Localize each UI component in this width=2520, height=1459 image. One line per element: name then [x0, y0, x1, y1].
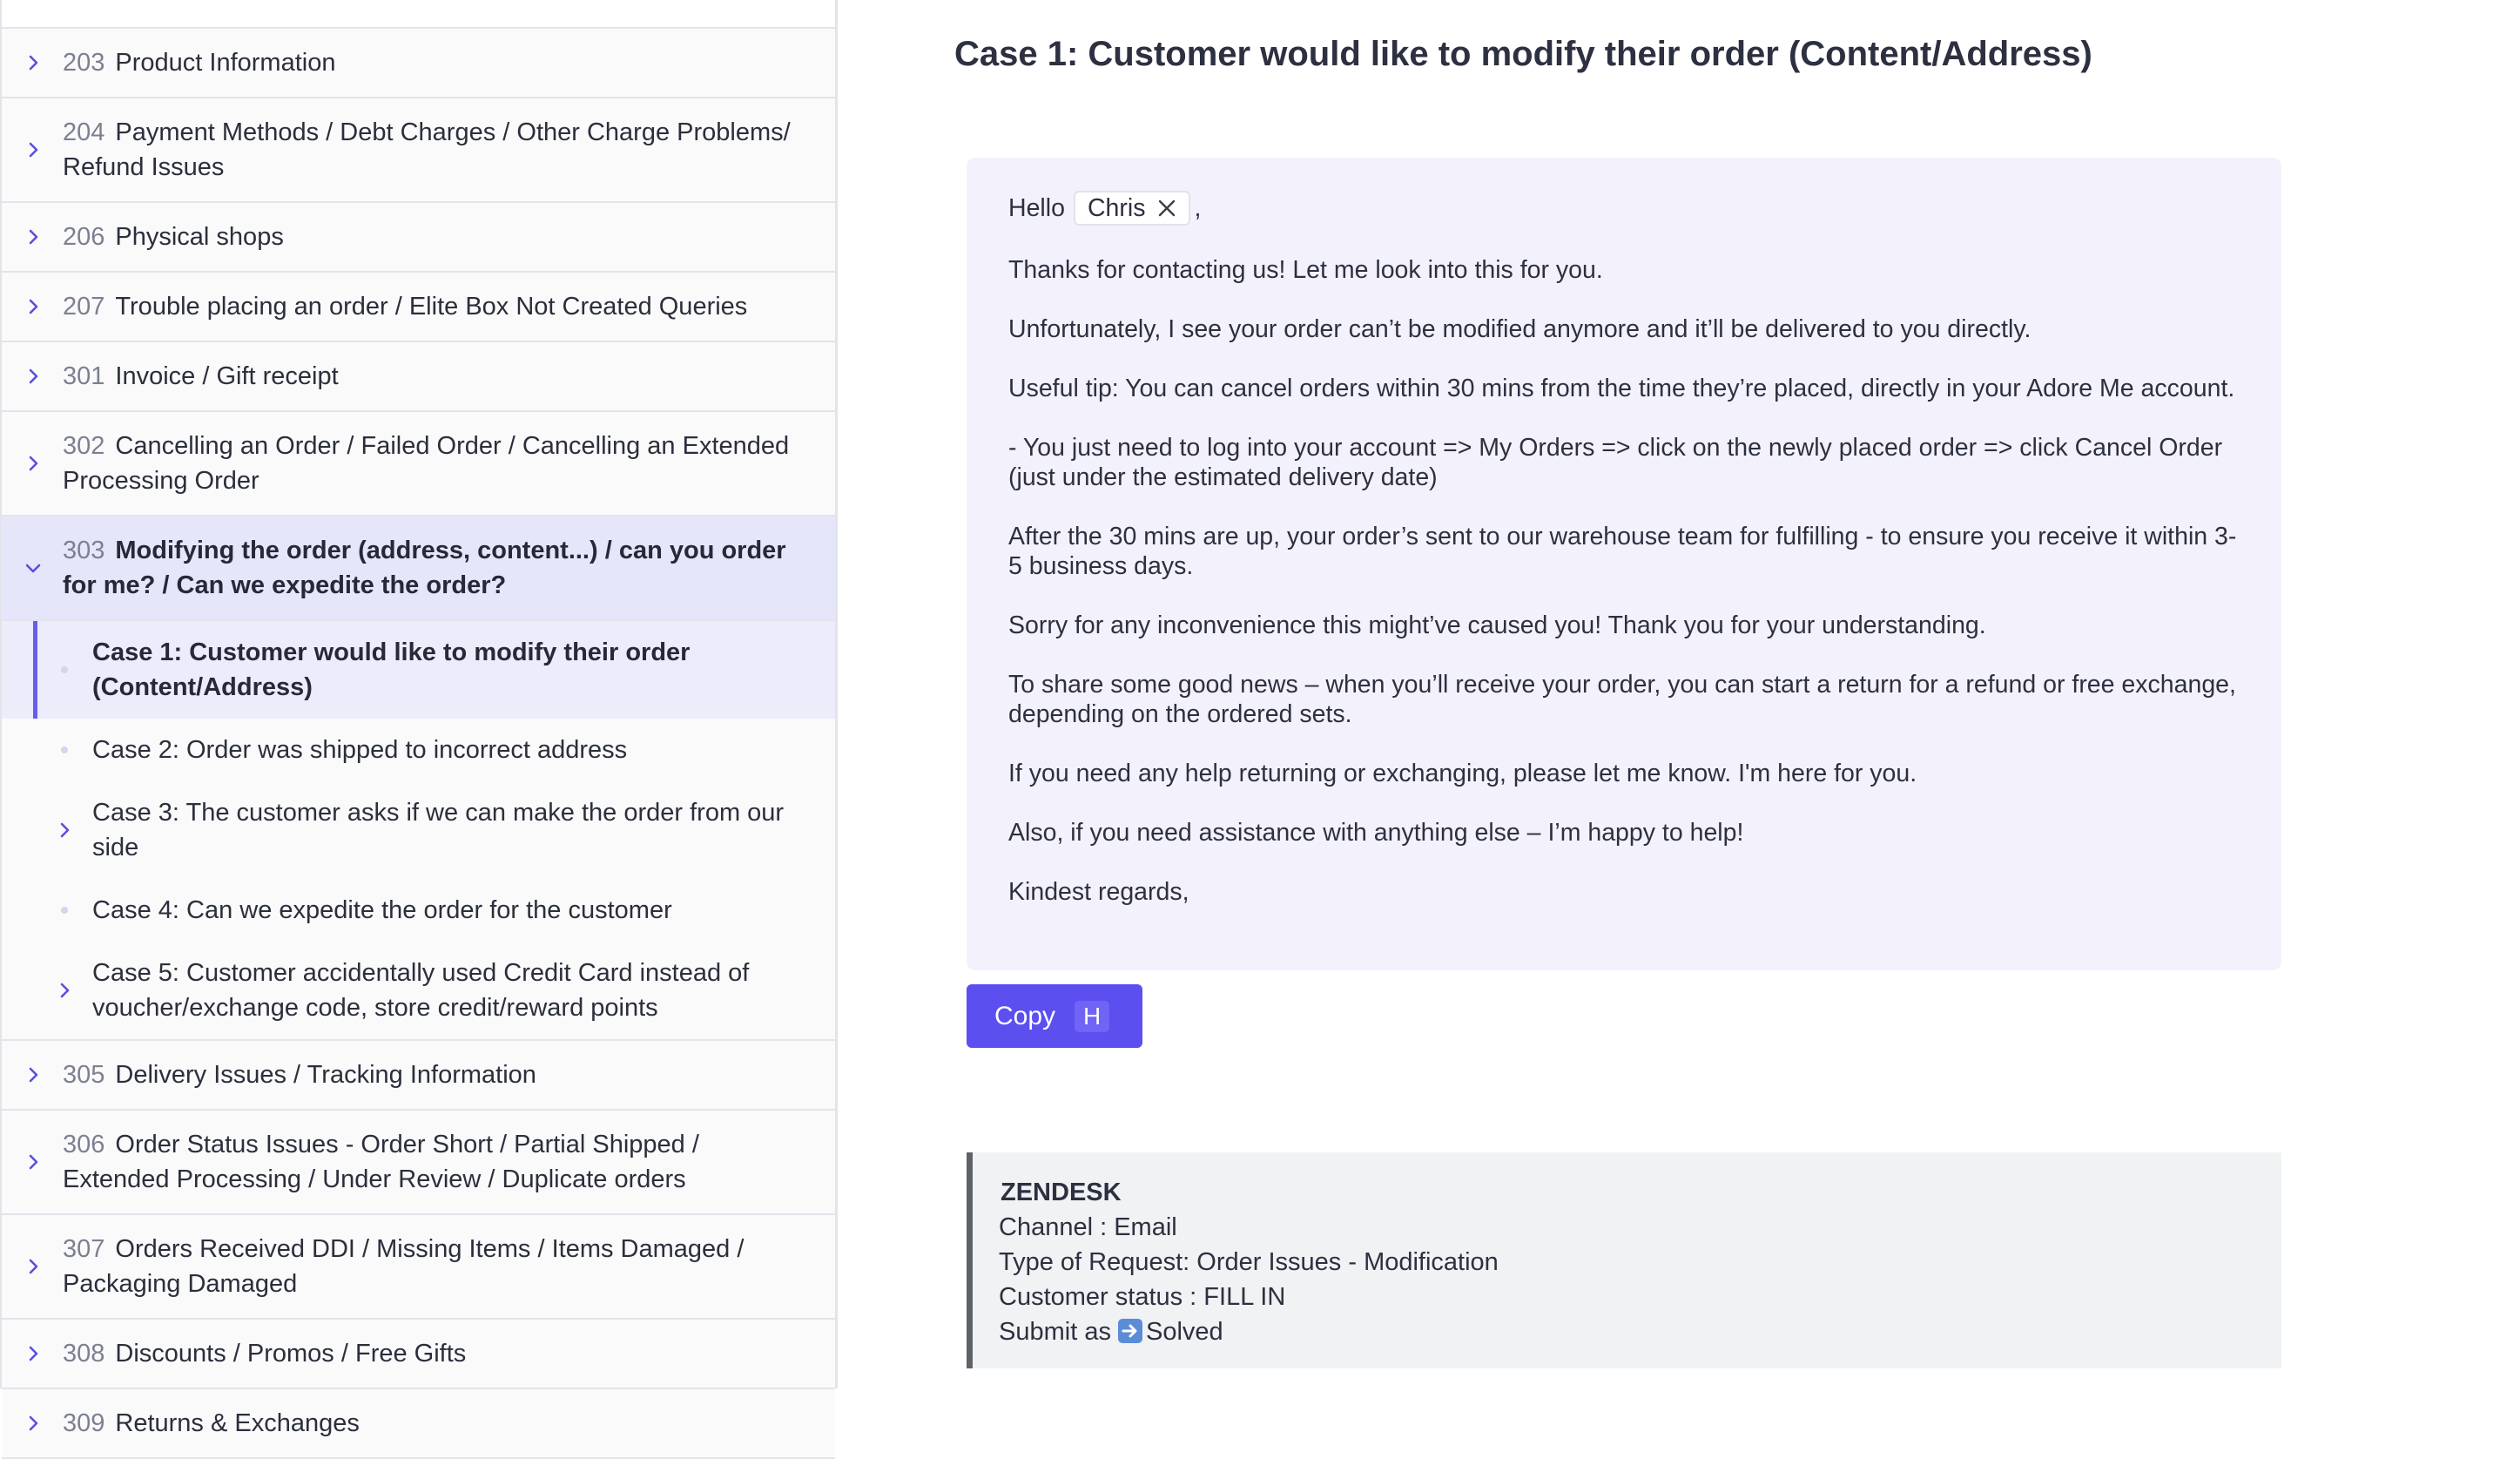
sidebar-row[interactable] [2, 98, 835, 203]
bullet-dot-icon [61, 746, 68, 753]
sidebar-row[interactable] [2, 1320, 835, 1389]
response-template [967, 158, 2281, 970]
bullet-dot-icon [61, 907, 68, 914]
template-paragraph: Sorry for any inconvenience this might’ve caused you! Thank you for your understanding. [1008, 611, 1986, 639]
bullet-dot-icon [61, 666, 68, 673]
chevron-wrapper[interactable] [24, 455, 42, 472]
sidebar-row[interactable] [2, 1111, 835, 1215]
section-label: Trouble placing an order / Elite Box Not Created Queries [115, 293, 748, 321]
zendesk-submit-prefix: Submit as [999, 1318, 1111, 1346]
sidebar-row[interactable] [2, 273, 835, 342]
sidebar-row[interactable] [2, 342, 835, 412]
section-label: Orders Received DDI / Missing Items / Items Damaged / Packaging Damaged [63, 1235, 745, 1298]
copy-shortcut-badge: H [1075, 1001, 1109, 1032]
chevron-right-icon[interactable] [24, 1258, 42, 1275]
greeting-text: Hello [1008, 194, 1065, 222]
greeting-comma: , [1194, 194, 1202, 222]
chevron-right-icon[interactable] [24, 368, 42, 385]
page-title: Case 1: Customer would like to modify their order (Content/Address) [954, 35, 2092, 73]
sub-item-label: Case 1: Customer would like to modify their order (Content/Address) [92, 638, 691, 701]
sidebar-row[interactable] [2, 1389, 835, 1459]
section-label: Order Status Issues - Order Short / Partial Shipped / Extended Processing / Under Review / Duplicate orders [63, 1131, 699, 1193]
zendesk-customer-status: Customer status : FILL IN [999, 1283, 1286, 1311]
sub-item-label: Case 2: Order was shipped to incorrect address [92, 736, 628, 764]
sub-item-label: Case 3: The customer asks if we can make the order from our side [92, 799, 785, 861]
customer-name-chip[interactable] [1074, 191, 1191, 226]
template-paragraph: To share some good news – when you’ll receive your order, you can start a return for a refund or free exchange, depending on the ordered sets. [1008, 671, 2236, 728]
section-label: Returns & Exchanges [115, 1409, 360, 1437]
section-label: Delivery Issues / Tracking Information [115, 1061, 536, 1089]
greeting-line [1008, 191, 2240, 226]
sub-item-label: Case 4: Can we expedite the order for the customer [92, 896, 672, 924]
chevron-right-icon[interactable] [24, 1415, 42, 1432]
chevron-down-icon[interactable] [24, 559, 42, 577]
chevron-wrapper[interactable] [24, 228, 42, 246]
template-paragraph: Kindest regards, [1008, 878, 1189, 906]
template-paragraph: - You just need to log into your account => My Orders => click on the newly placed order => click Cancel Order (just under the estimated delivery date) [1008, 434, 2223, 491]
section-number: 302 [63, 432, 105, 460]
section-number: 308 [63, 1340, 105, 1368]
sidebar-top-border [2, 0, 835, 29]
sidebar-sub-item[interactable] [2, 621, 835, 719]
chevron-right-icon[interactable] [24, 1066, 42, 1084]
zendesk-heading: ZENDESK [1001, 1179, 1122, 1206]
main-content [838, 0, 2520, 1388]
sidebar-row[interactable] [2, 1041, 835, 1111]
section-label: Product Information [115, 49, 336, 77]
section-label: Invoice / Gift receipt [115, 362, 339, 390]
template-paragraph: Useful tip: You can cancel orders within 30 mins from the time they’re placed, directly in your Adore Me account. [1008, 375, 2235, 402]
template-paragraph: Also, if you need assistance with anything else – I’m happy to help! [1008, 819, 1744, 847]
sidebar-row[interactable] [2, 29, 835, 98]
sidebar-sub-item[interactable] [2, 879, 835, 942]
section-number: 303 [63, 537, 105, 564]
sidebar-sub-item[interactable] [2, 719, 835, 781]
section-number: 309 [63, 1409, 105, 1437]
chevron-wrapper[interactable] [24, 1345, 42, 1362]
chevron-wrapper[interactable] [24, 54, 42, 71]
chevron-wrapper[interactable] [56, 982, 73, 999]
chevron-wrapper[interactable] [24, 1066, 42, 1084]
customer-name: Chris [1087, 194, 1146, 222]
sidebar-sub-item[interactable] [2, 781, 835, 879]
sub-item-label: Case 5: Customer accidentally used Credit Card instead of voucher/exchange code, store credit/reward points [92, 959, 750, 1022]
section-label: Cancelling an Order / Failed Order / Cancelling an Extended Processing Order [63, 432, 790, 495]
chevron-right-icon[interactable] [56, 821, 73, 839]
section-number: 306 [63, 1131, 105, 1158]
section-number: 305 [63, 1061, 105, 1089]
section-number: 207 [63, 293, 105, 321]
sidebar-row[interactable] [2, 1215, 835, 1320]
chevron-right-icon[interactable] [56, 982, 73, 999]
template-paragraph: After the 30 mins are up, your order’s sent to our warehouse team for fulfilling - to ensure you receive it within 3-5 business days. [1008, 523, 2237, 580]
section-label: Physical shops [115, 223, 284, 251]
chevron-wrapper[interactable] [24, 559, 42, 577]
chevron-right-icon[interactable] [24, 298, 42, 315]
zendesk-request-type: Type of Request: Order Issues - Modification [999, 1248, 1499, 1276]
section-label: Payment Methods / Debt Charges / Other Charge Problems/ Refund Issues [63, 118, 791, 181]
chevron-right-icon[interactable] [24, 1153, 42, 1171]
zendesk-submit [999, 1314, 2255, 1349]
sidebar-sub-item[interactable] [2, 942, 835, 1039]
section-number: 307 [63, 1235, 105, 1263]
chevron-wrapper[interactable] [24, 368, 42, 385]
section-number: 206 [63, 223, 105, 251]
copy-label: Copy [994, 1001, 1056, 1030]
section-number: 204 [63, 118, 105, 146]
zendesk-submit-value: Solved [1146, 1318, 1223, 1346]
section-number: 203 [63, 49, 105, 77]
chevron-wrapper[interactable] [24, 1153, 42, 1171]
sidebar [0, 0, 838, 1437]
template-paragraph: Unfortunately, I see your order can’t be modified anymore and it’ll be delivered to you directly. [1008, 315, 2031, 343]
chevron-wrapper[interactable] [56, 821, 73, 839]
section-label: Modifying the order (address, content...) / can you order for me? / Can we expedite the order? [63, 537, 786, 599]
chevron-right-icon[interactable] [24, 141, 42, 159]
template-paragraph: If you need any help returning or exchanging, please let me know. I'm here for you. [1008, 760, 1917, 787]
section-number: 301 [63, 362, 105, 390]
zendesk-channel: Channel : Email [999, 1213, 1177, 1241]
sub-item-list [2, 621, 835, 1041]
sidebar-row[interactable] [2, 412, 835, 517]
chevron-wrapper[interactable] [24, 141, 42, 159]
sidebar-row[interactable] [2, 203, 835, 273]
copy-button[interactable] [967, 984, 1142, 1048]
right-arrow-icon [1118, 1319, 1142, 1343]
close-icon[interactable] [1157, 199, 1176, 218]
chevron-wrapper[interactable] [24, 1415, 42, 1432]
chevron-wrapper[interactable] [24, 298, 42, 315]
zendesk-info [967, 1152, 2281, 1368]
chevron-right-icon[interactable] [24, 228, 42, 246]
chevron-right-icon[interactable] [24, 455, 42, 472]
sidebar-row[interactable] [2, 517, 835, 621]
section-label: Discounts / Promos / Free Gifts [115, 1340, 467, 1368]
chevron-wrapper[interactable] [24, 1258, 42, 1275]
template-paragraph: Thanks for contacting us! Let me look into this for you. [1008, 256, 1603, 284]
chevron-right-icon[interactable] [24, 1345, 42, 1362]
chevron-right-icon[interactable] [24, 54, 42, 71]
